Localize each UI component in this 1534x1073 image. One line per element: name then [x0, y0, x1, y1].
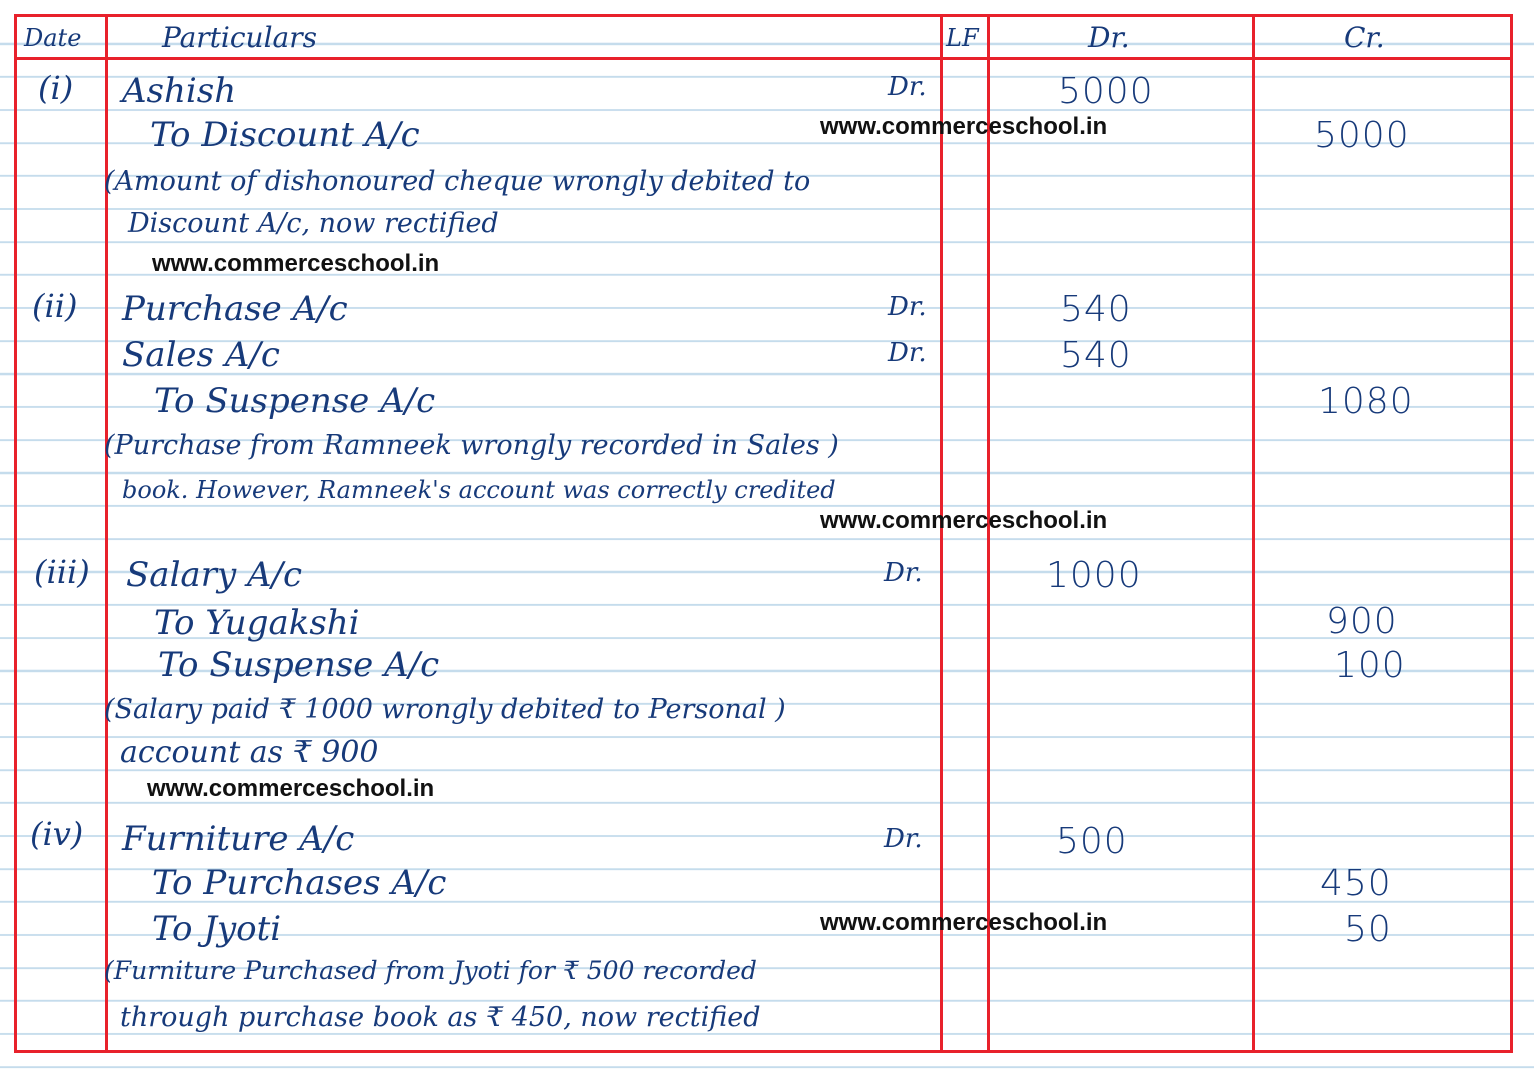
- credit-account: To Yugakshi: [154, 603, 360, 643]
- credit-amount: 900: [1326, 601, 1398, 642]
- watermark: www.commerceschool.in: [820, 113, 1108, 140]
- narration-line: (Salary paid ₹ 1000 wrongly debited to Personal ): [104, 694, 786, 725]
- narration-line: (Furniture Purchased from Jyoti for ₹ 500 recorded: [104, 956, 757, 985]
- header-lf: LF: [946, 24, 979, 52]
- credit-amount: 5000: [1314, 115, 1410, 156]
- dr-marker: Dr.: [884, 824, 923, 854]
- watermark: www.commerceschool.in: [820, 909, 1108, 936]
- header-date: Date: [24, 24, 82, 52]
- narration-line: through purchase book as ₹ 450, now rectified: [120, 1002, 761, 1033]
- debit-account: Sales A/c: [122, 335, 280, 375]
- dr-marker: Dr.: [884, 558, 923, 588]
- narration-line: (Amount of dishonoured cheque wrongly debited to: [104, 166, 811, 197]
- credit-account: To Suspense A/c: [158, 645, 440, 685]
- entry-number: (ii): [32, 287, 78, 325]
- column-divider-dr: [1252, 14, 1255, 1053]
- credit-amount: 100: [1334, 645, 1406, 686]
- credit-amount: 50: [1344, 909, 1392, 950]
- dr-marker: Dr.: [888, 338, 927, 368]
- dr-marker: Dr.: [888, 292, 927, 322]
- header-particulars: Particulars: [162, 21, 317, 54]
- header-dr: Dr.: [1088, 21, 1130, 54]
- narration-line: account as ₹ 900: [120, 735, 379, 770]
- credit-account: To Suspense A/c: [154, 381, 436, 421]
- credit-account: To Purchases A/c: [152, 863, 447, 903]
- watermark: www.commerceschool.in: [147, 775, 435, 802]
- entry-number: (iii): [34, 553, 90, 591]
- debit-account: Ashish: [122, 71, 237, 111]
- dr-marker: Dr.: [888, 72, 927, 102]
- header-cr: Cr.: [1344, 21, 1385, 54]
- credit-account: To Jyoti: [152, 909, 282, 949]
- debit-amount: 540: [1060, 335, 1132, 376]
- narration-line: (Purchase from Ramneek wrongly recorded in Sales ): [104, 430, 839, 461]
- narration-line: Discount A/c, now rectified: [128, 208, 499, 239]
- header-divider: [14, 57, 1513, 60]
- entry-number: (i): [38, 69, 74, 107]
- debit-amount: 5000: [1058, 71, 1154, 112]
- debit-amount: 540: [1060, 289, 1132, 330]
- debit-account: Salary A/c: [126, 555, 303, 595]
- debit-amount: 500: [1056, 821, 1128, 862]
- credit-account: To Discount A/c: [150, 115, 420, 155]
- watermark: www.commerceschool.in: [152, 250, 440, 277]
- watermark: www.commerceschool.in: [820, 507, 1108, 534]
- debit-account: Furniture A/c: [122, 819, 355, 859]
- debit-account: Purchase A/c: [122, 289, 348, 329]
- credit-amount: 450: [1320, 863, 1392, 904]
- debit-amount: 1000: [1046, 555, 1142, 596]
- credit-amount: 1080: [1318, 381, 1414, 422]
- entry-number: (iv): [30, 815, 84, 853]
- narration-line: book. However, Ramneek's account was correctly credited: [122, 476, 836, 504]
